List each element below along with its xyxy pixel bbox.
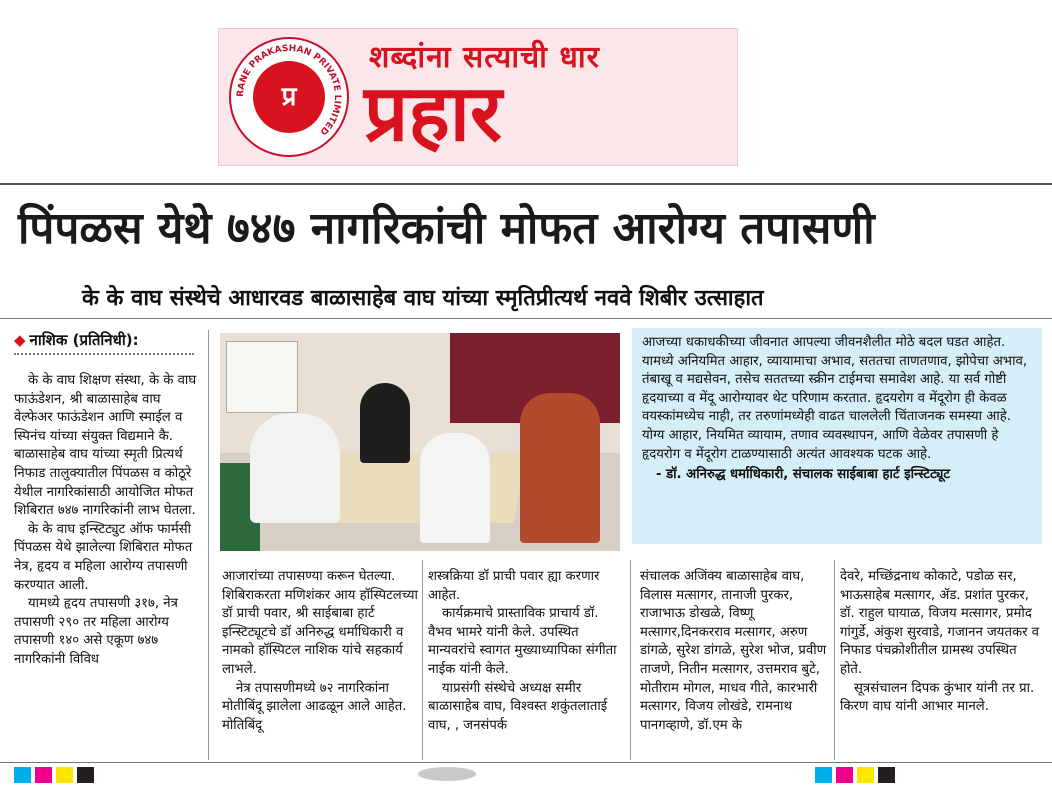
column-divider: [422, 560, 423, 760]
magenta-swatch: [35, 767, 52, 783]
cyan-swatch: [815, 767, 832, 783]
article-column-5: [840, 568, 1040, 717]
black-swatch: [878, 767, 895, 783]
dotted-rule: [14, 353, 194, 355]
column-divider: [834, 560, 835, 760]
paragraph: नेत्र तपासणीमध्ये ७२ नागरिकांना मोतीबिंदू झालेला आढळून आले आहेत. मोतिबिंदू: [222, 680, 407, 733]
column-divider: [208, 330, 209, 760]
paragraph: के के वाघ इन्स्टिट्युट ऑफ फार्मसी पिंपळस येथे झालेल्या शिबिरात मोफत नेत्र, हृदय व महिला आरोग्य तपासणी करण्यात आली.: [14, 521, 193, 593]
paragraph: आजारांच्या तपासण्या करून घेतल्या. शिबिराकरता मणिशंकर आय हॉस्पिटलच्या डॉ प्राची पवार, श्री साईबाबा हार्ट इन्स्टिट्यूटचे डॉ अनिरुद्ध धर्माधिकारी व नामको हॉस्पिटल नाशिक यांचे सहकार्य लाभले.: [222, 569, 418, 677]
article-column-1: [14, 372, 200, 670]
color-registration-marks-left: [14, 767, 98, 783]
dateline: [14, 330, 139, 350]
photo-doctor: [250, 413, 340, 523]
event-photo: [220, 333, 620, 551]
photo-patient: [360, 383, 410, 463]
publisher-seal: [229, 37, 349, 157]
article-column-2: [222, 568, 420, 735]
top-rule: [0, 183, 1052, 185]
yellow-swatch: [56, 767, 73, 783]
photo-attendee: [420, 433, 490, 543]
article-column-4: [640, 568, 830, 735]
paragraph: याप्रसंगी संस्थेचे अध्यक्ष समीर बाळासाहेब वाघ, विश्वस्त शकुंतलाताई वाघ, , जनसंपर्क: [428, 680, 608, 733]
svg-text:RANE PRAKASHAN PRIVATE LIMITED: RANE PRAKASHAN PRIVATE LIMITED: [235, 43, 343, 137]
expert-quote-box: [632, 328, 1042, 544]
photo-woman: [520, 393, 600, 543]
article-headline: पिंपळस येथे ७४७ नागरिकांची मोफत आरोग्य तपासणी: [18, 203, 875, 254]
paragraph: शस्त्रक्रिया डॉ प्राची पवार ह्या करणार आहेत.: [428, 569, 600, 603]
photo-notice-board: [226, 341, 298, 413]
article-column-3: [428, 568, 624, 735]
article-subheadline: के के वाघ संस्थेचे आधारवड बाळासाहेब वाघ यांच्या स्मृतिप्रीत्यर्थ नववे शिबीर उत्साहात: [82, 286, 764, 311]
registration-oval: [418, 767, 476, 781]
masthead-logo: [218, 28, 738, 166]
seal-monogram: प्र: [253, 61, 325, 133]
paragraph: सूत्रसंचालन दिपक कुंभार यांनी तर प्रा. किरण वाघ यांनी आभार मानले.: [840, 680, 1035, 715]
paragraph: कार्यक्रमाचे प्रास्ताविक प्राचार्य डॉ. वैभव भामरे यांनी केले. उपस्थित मान्यवरांचे स्वागत मुख्याध्यापिका संगीता नाईक यांनी केले.: [428, 606, 617, 677]
diamond-icon: ◆: [14, 331, 26, 349]
paragraph: देवरे, मच्छिंद्रनाथ कोकाटे, पडोळ सर, भाऊसाहेब मत्सागर, ॲड. प्रशांत पुरकर, डॉ. राहुल घायाळ, विजय मत्सागर, प्रमोद गांगुर्डे, अंकुश सुरवाडे, गजानन जयतकर व निफाड पंचक्रोशीतील ग्रामस्थ उपस्थित होते.: [840, 569, 1040, 677]
masthead-tagline: शब्दांना सत्याची धार: [369, 40, 600, 75]
masthead-brand: प्रहार: [364, 68, 502, 159]
black-swatch: [77, 767, 94, 783]
bottom-rule: [0, 762, 1052, 763]
paragraph: के के वाघ शिक्षण संस्था, के के वाघ फाऊंडेशन, श्री बाळासाहेब वाघ वेल्फेअर फाऊंडेशन आणि स्माईल व स्पिनंच यांच्या संयुक्त विद्यमाने कै. बाळासाहेब वाघ यांच्या स्मृती प्रित्यर्थ निफाड तालुक्यातील पिंपळस व कोठूरे येथील नागरिकांसाठी आयोजित मोफत शिबिरात ७४७ नागरिकांनी लाभ घेतला.: [14, 373, 197, 519]
paragraph: संचालक अजिंक्य बाळासाहेब वाघ, विलास मत्सागर, तानाजी पुरकर, राजाभाऊ डोखळे, विष्णू मत्सागर,दिनकरराव मत्सागर, अरुण डांगळे, सुरेश डांगळे, सुरेश भोज, प्रवीण ताजणे, नितीन मत्सागर, उत्तमराव बुटे, मोतीराम मोगल, माधव गीते, कारभारी मत्सागर, विजय लोखंडे, रामनाथ पानगव्हाणे, डॉ.एम के: [640, 569, 827, 733]
magenta-swatch: [836, 767, 853, 783]
yellow-swatch: [857, 767, 874, 783]
quote-attribution: - डॉ. अनिरुद्ध धर्माधिकारी, संचालक साईबाबा हार्ट इन्स्टिट्यूट: [656, 467, 950, 483]
dateline-text: नाशिक (प्रतिनिधी):: [29, 331, 139, 349]
column-divider: [630, 560, 631, 760]
quote-text: आजच्या धकाधकीच्या जीवनात आपल्या जीवनशैलीत मोठे बदल घडत आहेत. यामध्ये अनियमित आहार, व्यायामाचा अभाव, सततचा ताणतणाव, झोपेचा अभाव, तंबाखू व मद्यसेवन, तसेच सततच्या स्क्रीन टाईमचा समावेश आहे. या सर्व गोष्टी हृदयाच्या व मेंदू आरोग्यावर थेट परिणाम करतात. हृदयरोग व मेंदूरोग ही केवळ वयस्कांमध्येच नाही, तर तरुणांमध्येही वाढत चाललेली चिंताजनक समस्या आहे. योग्य आहार, नियमित व्यायाम, तणाव व्यवस्थापन, आणि वेळेवर तपासणी हे हृदयरोग व मेंदूरोग टाळण्यासाठी अत्यंत आवश्यक घटक आहे.: [642, 335, 1028, 462]
color-registration-marks-right: [815, 767, 899, 783]
cyan-swatch: [14, 767, 31, 783]
subhead-rule: [0, 318, 1052, 319]
paragraph: यामध्ये हृदय तपासणी ३१७, नेत्र तपासणी २९० तर महिला आरोग्य तपासणी १४० असे एकूण ७४७ नागरिकांनी विविध: [14, 596, 178, 667]
